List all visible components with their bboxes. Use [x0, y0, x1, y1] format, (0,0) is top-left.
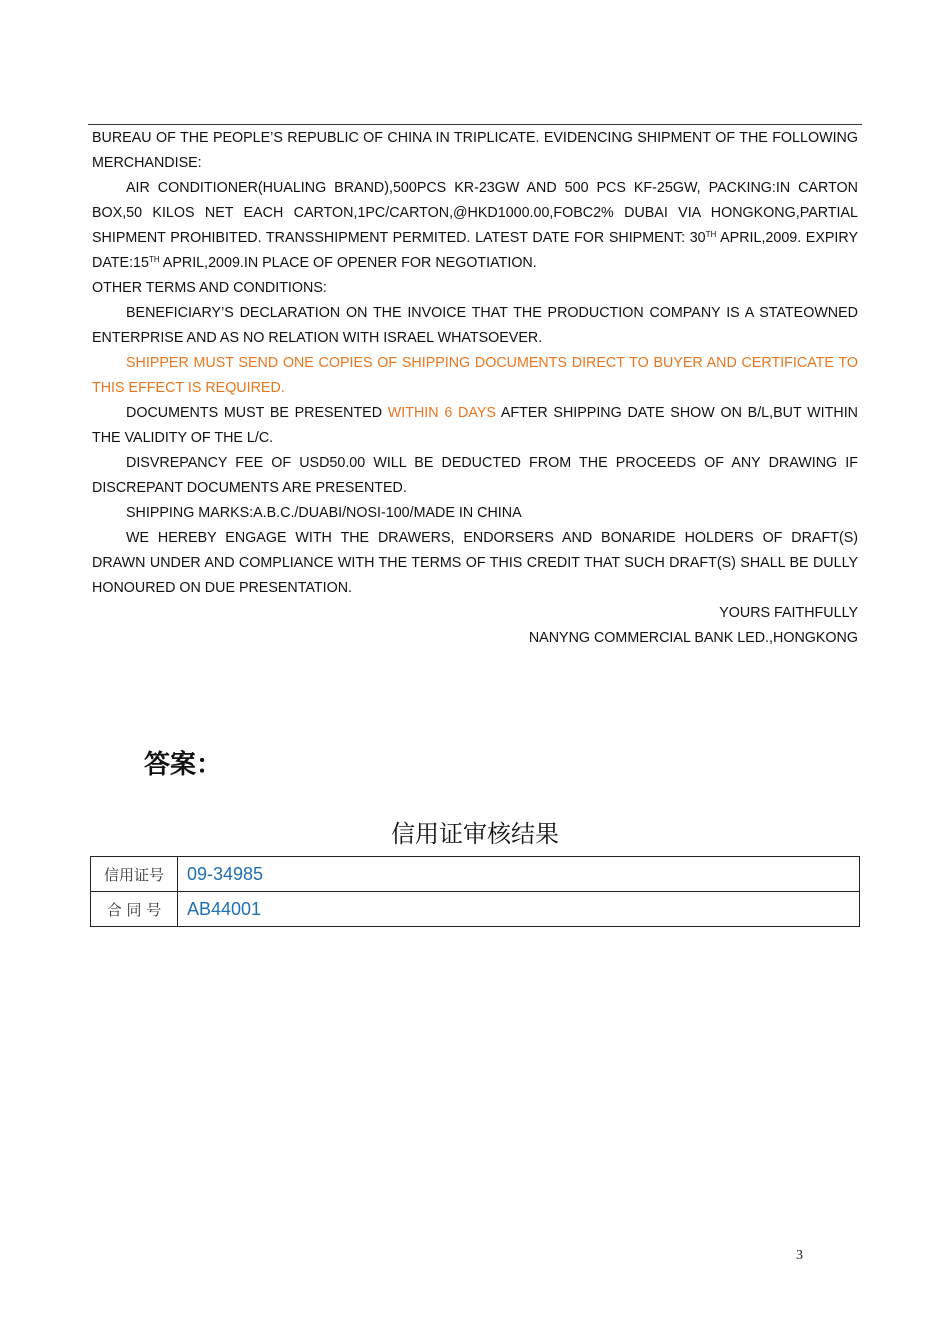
lc-body-text: [92, 126, 858, 651]
top-rule: [88, 124, 862, 125]
discrepancy-fee-clause: DISVREPANCY FEE OF USD50.00 WILL BE DEDUCTED FROM THE PROCEEDS OF ANY DRAWING IF DISCREPANT DOCUMENTS ARE PRESENTED.: [92, 455, 858, 496]
ordinal-suffix: TH: [148, 255, 160, 264]
presentation-text-a: DOCUMENTS MUST BE PRESENTED: [126, 405, 388, 421]
presentation-text-b: AFTER SHIPPING DATE SHOW ON B/L,BUT WITHIN THE VALIDITY OF THE L/C.: [92, 405, 858, 446]
result-title: 信用证审核结果: [391, 820, 559, 848]
engagement-clause: WE HEREBY ENGAGE WITH THE DRAWERS, ENDORSERS AND BONARIDE HOLDERS OF DRAFT(S) DRAWN UNDER AND COMPLIANCE WITH THE TERMS OF THIS CREDIT THAT SUCH DRAFT(S) SHALL BE DULLY HONOURED ON DUE PRESENTATION.: [92, 530, 858, 596]
other-terms-heading: OTHER TERMS AND CONDITIONS:: [92, 280, 327, 296]
lc-paragraph-merchandise: [92, 176, 858, 276]
merchandise-text-c: APRIL,2009.IN PLACE OF OPENER FOR NEGOTIATION.: [159, 255, 537, 271]
lc-number-label: 信用证号: [91, 857, 178, 892]
ordinal-suffix: TH: [705, 230, 717, 239]
shipper-clause-highlight: SHIPPER MUST SEND ONE COPIES OF SHIPPING DOCUMENTS DIRECT TO BUYER AND CERTIFICATE TO THIS EFFECT IS REQUIRED.: [92, 355, 858, 396]
bank-signature: NANYNG COMMERCIAL BANK LED.,HONGKONG: [528, 630, 858, 646]
page-number: 3: [796, 1248, 803, 1263]
closing-line: YOURS FAITHFULLY: [719, 605, 858, 621]
lc-number-value: 09-34985: [178, 857, 860, 892]
documents-presentation-clause: [92, 401, 858, 451]
contract-number-label: 合 同 号: [91, 892, 178, 927]
merchandise-text-a: AIR CONDITIONER(HUALING BRAND),500PCS KR-23GW AND 500 PCS KF-25GW, PACKING:IN CARTON BOX,50 KILOS NET EACH CARTON,1PC/CARTON,@HKD1000.00,FOBC2% DUBAI VIA HONGKONG,PARTIAL SHIPMENT PROHIBITED. TRANSSHIPMENT PERMITED. LATEST DATE FOR SHIPMENT: 30: [92, 180, 858, 246]
lc-paragraph-1: BUREAU OF THE PEOPLE’S REPUBLIC OF CHINA IN TRIPLICATE. EVIDENCING SHIPMENT OF THE FOLLOWING MERCHANDISE:: [92, 130, 858, 171]
lc-review-table: [90, 856, 860, 927]
merchandise-text-b: APRIL,2009. EXPIRY DATE:15: [92, 230, 858, 271]
table-row: [91, 892, 860, 927]
beneficiary-declaration: BENEFICIARY’S DECLARATION ON THE INVOICE THAT THE PRODUCTION COMPANY IS A STATEOWNED ENTERPRISE AND AS NO RELATION WITH ISRAEL WHATSOEVER.: [92, 305, 858, 346]
answer-heading: 答案：: [144, 750, 223, 780]
shipping-marks: SHIPPING MARKS:A.B.C./DUABI/NOSI-100/MADE IN CHINA: [126, 505, 522, 521]
contract-number-value: AB44001: [178, 892, 860, 927]
table-row: [91, 857, 860, 892]
presentation-highlight: WITHIN 6 DAYS: [387, 405, 496, 421]
